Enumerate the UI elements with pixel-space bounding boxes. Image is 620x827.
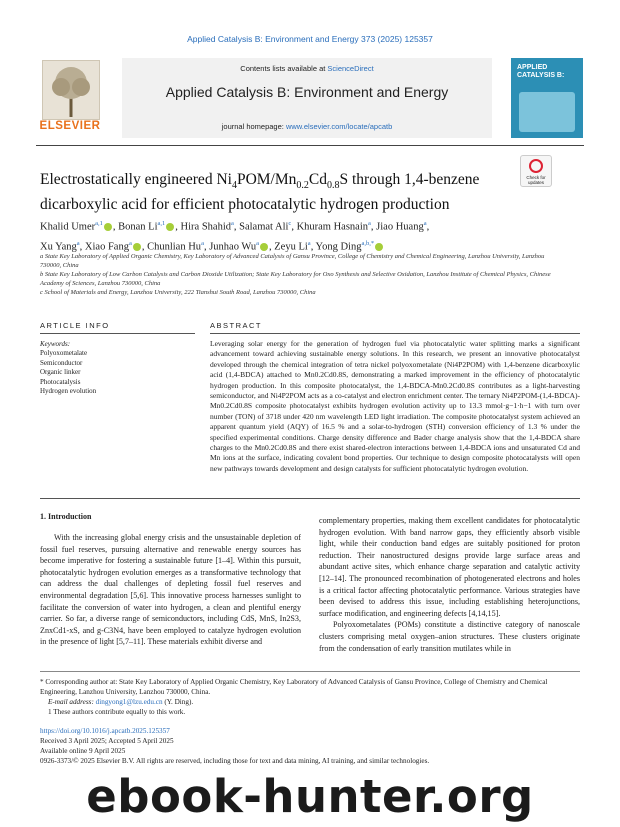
affiliation-a: a State Key Laboratory of Applied Organic Chemistry, Key Laboratory of Advanced Catalysis of Gansu Province, College of Chemistry and Chemical Engineering, Lanzhou University, Lanzhou 730000, China [40, 253, 545, 269]
journal-banner [122, 58, 492, 140]
journal-homepage: journal homepage: www.elsevier.com/locate/apcatb [221, 122, 393, 131]
intro-paragraph: complementary properties, making them excellent candidates for photocatalytic hydrogen evolution. With band narrow gaps, they efficiently absorb visible light, while their conduction band edges are suitably positioned for proton reduction. Their nanostructured designs provide large surface areas and abundant active sites, which enhance charge separation and catalytic activity [12–14]. The pronounced recombination of photogenerated electrons and holes is a critical factor affecting photocatalytic performance. Various strategies have been devised to address this issue, including establishing heterojunctions, surface modification, and engineering defects [4,14,15]. [319, 516, 580, 618]
article-info-heading: ARTICLE INFO [40, 321, 110, 330]
orcid-icon[interactable] [166, 223, 174, 231]
orcid-icon[interactable] [104, 223, 112, 231]
publisher-wordmark: ELSEVIER [39, 120, 101, 132]
article-title: Electrostatically engineered $Ni_4POM/Mn_{0.2}Cd_{0.8}S$ through 1,4-benzene dicarboxylic acid for efficient photocatalytic hydrogen production [40, 171, 480, 214]
abstract-bottom-rule [40, 498, 580, 499]
article-footer [40, 726, 580, 766]
email-link[interactable]: dingyong1@lzu.edu.cn [95, 698, 163, 706]
journal-title: Applied Catalysis B: Environment and Energy [165, 84, 449, 100]
info-rule [40, 333, 195, 334]
doi-link[interactable]: https://doi.org/10.1016/j.apcatb.2025.125357 [40, 727, 170, 735]
contents-line: Contents lists available at ScienceDirect [240, 64, 374, 73]
journal-cover-thumbnail[interactable] [511, 58, 583, 138]
check-updates-icon [529, 159, 543, 173]
header-divider [36, 145, 584, 146]
footnotes [40, 677, 580, 717]
authors-line-1: Khalid Umer$^{a,1}$ , Bonan Li$^{a,1}$ , Hira Shahid$^a$, Salamat Ali$^c$, Khuram Hasnain$^a$, Jiao Huang$^a$, [40, 220, 430, 233]
sciencedirect-link[interactable]: ScienceDirect [327, 64, 374, 73]
abstract-text: Leveraging solar energy for the generation of hydrogen fuel via photocatalytic water splitting marks a significant advancement toward achieving sustainable energy solutions. In this research, we present an innovative photocatalyst developed through the chemical integration of tetra nickel polyoxometalate (Ni4P2POM) with 1,4-benzene dicarboxylic acid (1,4-BDCA) attached to Mn0.2Cd0.8S, demonstrating a marked improvement in the efficiency of photocatalytic hydrogen production. In this composite photocatalyst, the 1,4-BDCA-Mn0.2Cd0.8S contributes as a light-harvesting semiconductor, and Ni4P2POM acts as a co-catalyst and electron enrichment center. The ternary Ni4P2POM-(1,4-BDCA)-Mn0.2Cd0.8S composite photocatalyst exhibits hydrogen evolution activity up to 13.3 mmol·g−1·h−1 with turn over number (TON) of 3718 under 420 nm wavelength LED light irradiation. The composite photocatalyst system achieved an apparent quantum yield (AQY) of 16.5 % and a solar-to-hydrogen (STH) conversion efficiency of 1.3 % under the specified experimental conditions. Charge density difference and Bader charge analysis show that the 1,4-BDCA share charges to the Mn0.2Cd0.8S and there exist shared-electron interactions between 1,4-BDCA ions and unsaturated Cd and Mn ions at the surface, indicating covalent bond properties. Our technique to design composite photocatalysts will open new pathways towards development and design catalysts for sufficient photocatalytic hydrogen evolution. [210, 339, 580, 473]
keyword-list [40, 349, 96, 397]
introduction-heading: 1. Introduction [40, 512, 92, 521]
journal-reference[interactable]: Applied Catalysis B: Environment and Energy 373 (2025) 125357 [187, 34, 433, 44]
orcid-icon[interactable] [133, 243, 141, 251]
keywords-label: Keywords: [40, 340, 71, 348]
affiliation-c: c School of Materials and Energy, Lanzhou University, 222 Tianshui South Road, Lanzhou 730000, China [40, 289, 316, 296]
keyword: Polyoxometalate [40, 349, 88, 357]
email-line: E-mail address: dingyong1@lzu.edu.cn (Y. Ding). [48, 698, 194, 706]
keyword: Hydrogen evolution [40, 387, 97, 395]
keyword: Semiconductor [40, 358, 83, 367]
masthead [36, 58, 584, 140]
equal-contribution-note: 1 These authors contribute equally to this work. [48, 708, 186, 716]
check-updates-label: Check for updates [526, 175, 546, 185]
orcid-icon[interactable] [260, 243, 268, 251]
received-dates: Received 3 April 2025; Accepted 5 April 2025 [40, 737, 174, 745]
homepage-link[interactable]: www.elsevier.com/locate/apcatb [285, 122, 393, 131]
corresponding-author-note: * Corresponding author at: State Key Laboratory of Applied Organic Chemistry, Key Laboratory of Advanced Catalysis of Gansu Province, College of Chemistry and Chemical Engineering, Lanzhou University, Lanzhou 730000, China. [40, 678, 548, 696]
intro-column-1: With the increasing global energy crisis and the unsustainable depletion of fossil fuel reserves, pursuing alternative and renewable energy sources has become imperative for fostering a sustainable future [1–4]. Within this pursuit, photocatalytic hydrogen evolution emerges as a transformative technology that can address the dual challenges of depleting fossil fuel reserves and environmental degradation [5,6]. This innovative process harnesses sunlight to facilitate the conversion of water into hydrogen, a clean and plentiful energy carrier. So far, a diverse range of semiconductors, including CdS, MnS, In2S3, ZnxCd1-xS, and g-C3N4, have been employed to catalyze hydrogen evolution in the presence of light [5,7–11]. These materials exhibit diverse and [40, 533, 301, 647]
check-for-updates-button[interactable] [520, 155, 552, 187]
author-list [40, 216, 580, 255]
authors-line-2: Xu Yang$^a$, Xiao Fang$^a$ , Chunlian Hu$^a$, Junhao Wu$^a$ , Zeyu Li$^a$, Yong Ding$^{a,b,*}$ [40, 236, 580, 256]
intro-paragraph: Polyoxometalates (POMs) constitute a distinctive category of nanoscale clusters comprising metal oxygen–anion structures. These clusters originate from the condensation of early transition mutilates while in [319, 620, 580, 653]
watermark: ebook-hunter.org [86, 770, 534, 823]
keyword: Photocatalysis [40, 377, 81, 386]
intro-column-2 [319, 515, 580, 654]
cover-title: APPLIED CATALYSIS B: [517, 64, 565, 79]
footnote-rule [40, 671, 580, 672]
keyword: Organic linker [40, 368, 81, 376]
orcid-icon[interactable] [375, 243, 383, 251]
abstract-heading: ABSTRACT [210, 321, 263, 330]
available-online: Available online 9 April 2025 [40, 747, 126, 755]
tree-icon [42, 60, 100, 120]
affiliation-b: b State Key Laboratory of Low Carbon Catalysis and Carbon Dioxide Utilization; State Key Laboratory for Oxo Synthesis and Selective Oxidation, Lanzhou Institute of Chemical Physics, Chinese Academy of Sciences, Lanzhou 730000, China [40, 271, 551, 287]
abstract-rule [210, 333, 580, 334]
elsevier-logo[interactable] [36, 58, 104, 138]
copyright-line: 0926-3373/© 2025 Elsevier B.V. All rights are reserved, including those for text and data mining, AI training, and similar technologies. [40, 757, 430, 765]
